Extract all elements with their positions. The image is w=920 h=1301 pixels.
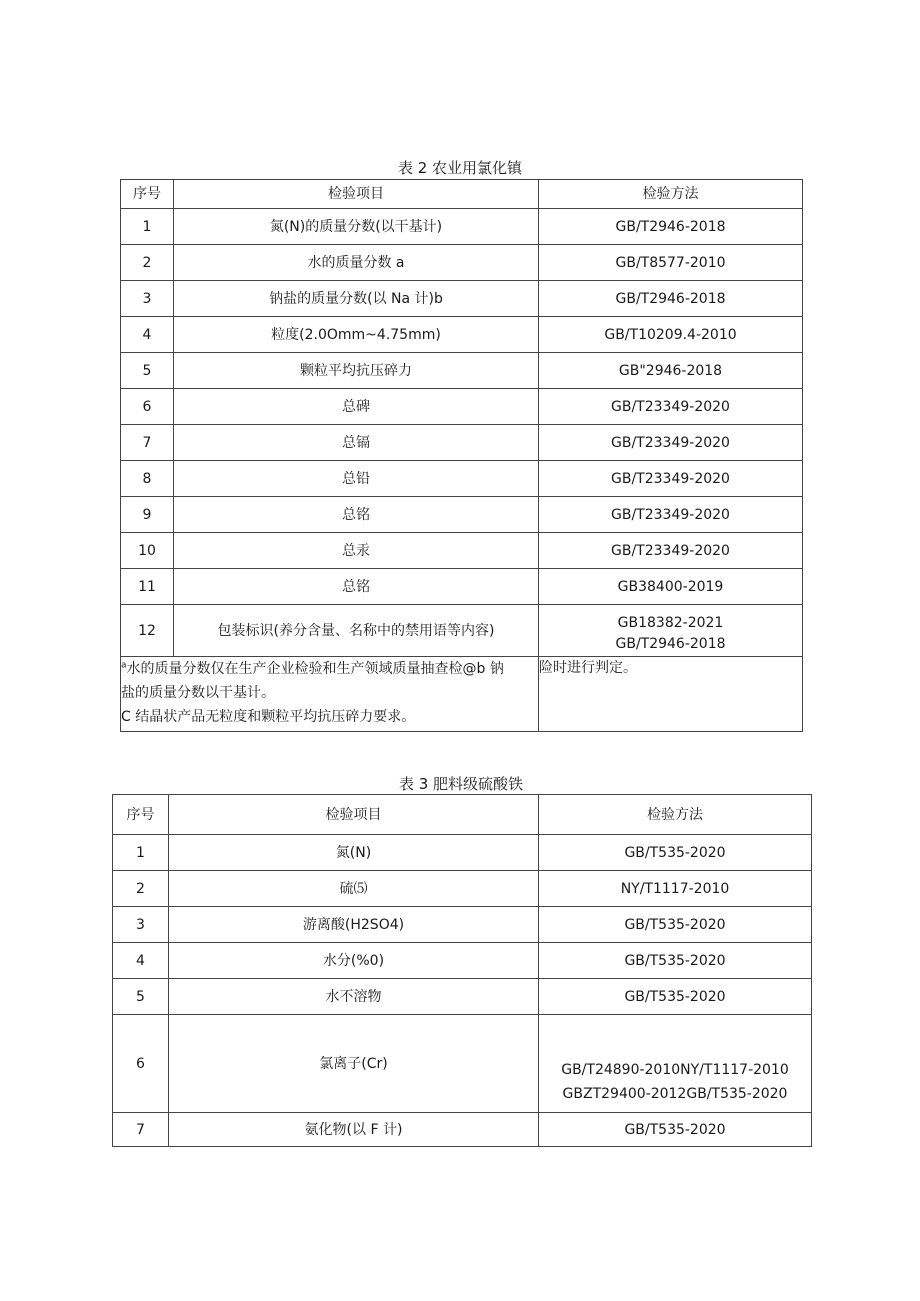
table-row — [113, 871, 812, 907]
row-item: 钠盐的质量分数(以 Na 计)b — [174, 281, 539, 317]
row-item: 氮(N)的质量分数(以干基计) — [174, 209, 539, 245]
table2-notes — [121, 657, 539, 732]
table3-header-method: 检验方法 — [539, 795, 812, 835]
row-item: 游离酸(H2SO4) — [169, 907, 539, 943]
note-b-cont: 盐的质量分数以干基计。 — [121, 685, 275, 701]
note-a-text: 水的质量分数仅在生产企业检验和生产领域质量抽查检@b 钠 — [126, 661, 504, 677]
row-method: GB/T535-2020 — [539, 1113, 812, 1147]
row-item: 氯离子(Cr) — [169, 1015, 539, 1113]
row-method: GB/T23349-2020 — [539, 497, 803, 533]
row-no: 3 — [113, 907, 169, 943]
row-no: 9 — [121, 497, 174, 533]
table-row — [113, 979, 812, 1015]
row-no: 10 — [121, 533, 174, 569]
table-row — [113, 835, 812, 871]
table2-notes-row — [121, 657, 803, 732]
table3 — [112, 794, 812, 1147]
row-method-line2: GB/T2946-2018 — [615, 635, 726, 652]
table-row — [121, 425, 803, 461]
table3-header-row — [113, 795, 812, 835]
row-no: 11 — [121, 569, 174, 605]
row-item: 颗粒平均抗压碎力 — [174, 353, 539, 389]
table3-header-no: 序号 — [113, 795, 169, 835]
table-row — [121, 209, 803, 245]
row-method: GB/T8577-2010 — [539, 245, 803, 281]
row-method: GB/T535-2020 — [539, 835, 812, 871]
row-no: 12 — [121, 605, 174, 657]
row-item: 总镉 — [174, 425, 539, 461]
row-no: 2 — [113, 871, 169, 907]
row-no: 3 — [121, 281, 174, 317]
table-row — [113, 1015, 812, 1113]
table-row — [113, 907, 812, 943]
row-method: GB/T2946-2018 — [539, 209, 803, 245]
row-no: 8 — [121, 461, 174, 497]
row-method: GB/T535-2020 — [539, 943, 812, 979]
row-method: GB"2946-2018 — [539, 353, 803, 389]
table-row — [121, 317, 803, 353]
row-method: GB/T10209.4-2010 — [539, 317, 803, 353]
row-method: GB/T23349-2020 — [539, 425, 803, 461]
table2-header-row — [121, 180, 803, 209]
table-row — [121, 281, 803, 317]
row-no: 6 — [121, 389, 174, 425]
table3-caption: 表 3 肥料级硫酸铁 — [398, 775, 524, 793]
row-no: 5 — [113, 979, 169, 1015]
row-no: 6 — [113, 1015, 169, 1113]
table2-header-item: 检验项目 — [174, 180, 539, 209]
row-method — [539, 605, 803, 657]
table2 — [120, 179, 803, 732]
note-a — [121, 657, 538, 681]
row-item: 水的质量分数 a — [174, 245, 539, 281]
row-method: GB/T535-2020 — [539, 907, 812, 943]
row-method: GB/T23349-2020 — [539, 389, 803, 425]
table2-header-method: 检验方法 — [539, 180, 803, 209]
row-item: 氨化物(以 F 计) — [169, 1113, 539, 1147]
table-row — [121, 389, 803, 425]
table2-caption: 表 2 农业用氯化镇 — [397, 159, 523, 177]
row-no: 7 — [121, 425, 174, 461]
table-row — [121, 461, 803, 497]
note-a-mark: a — [121, 660, 127, 671]
table-row — [121, 497, 803, 533]
row-no: 4 — [121, 317, 174, 353]
row-no: 2 — [121, 245, 174, 281]
row-method-line2: GBZT29400-2012GB/T535-2020 — [562, 1086, 788, 1102]
row-method-line1: GB18382-2021 — [617, 614, 724, 631]
row-item: 氮(N) — [169, 835, 539, 871]
row-item: 总铭 — [174, 569, 539, 605]
row-no: 1 — [113, 835, 169, 871]
row-method: GB38400-2019 — [539, 569, 803, 605]
row-item: 水不溶物 — [169, 979, 539, 1015]
table-row — [121, 533, 803, 569]
row-item: 总碑 — [174, 389, 539, 425]
row-item: 总铅 — [174, 461, 539, 497]
table-row — [121, 605, 803, 657]
table-row — [121, 353, 803, 389]
row-item: 总汞 — [174, 533, 539, 569]
row-item: 水分(%0) — [169, 943, 539, 979]
table-row — [121, 569, 803, 605]
table2-header-no: 序号 — [121, 180, 174, 209]
row-item: 总铭 — [174, 497, 539, 533]
table3-header-item: 检验项目 — [169, 795, 539, 835]
row-method: GB/T23349-2020 — [539, 533, 803, 569]
table-row — [113, 943, 812, 979]
row-method — [539, 1015, 812, 1113]
row-no: 7 — [113, 1113, 169, 1147]
row-item: 包装标识(养分含量、名称中的禁用语等内容) — [174, 605, 539, 657]
row-method-line1: GB/T24890-2010NY/T1117-2010 — [561, 1062, 789, 1078]
table2-notes-right: 险时进行判定。 — [539, 657, 803, 732]
row-no: 4 — [113, 943, 169, 979]
row-method: GB/T2946-2018 — [539, 281, 803, 317]
row-item: 硫⑸ — [169, 871, 539, 907]
note-c: C 结晶状产品无粒度和颗粒平均抗压碎力要求。 — [121, 709, 416, 725]
row-no: 5 — [121, 353, 174, 389]
table-row — [113, 1113, 812, 1147]
row-method: NY/T1117-2010 — [539, 871, 812, 907]
row-method: GB/T535-2020 — [539, 979, 812, 1015]
row-method: GB/T23349-2020 — [539, 461, 803, 497]
table-row — [121, 245, 803, 281]
row-item: 粒度(2.0Omm~4.75mm) — [174, 317, 539, 353]
row-no: 1 — [121, 209, 174, 245]
